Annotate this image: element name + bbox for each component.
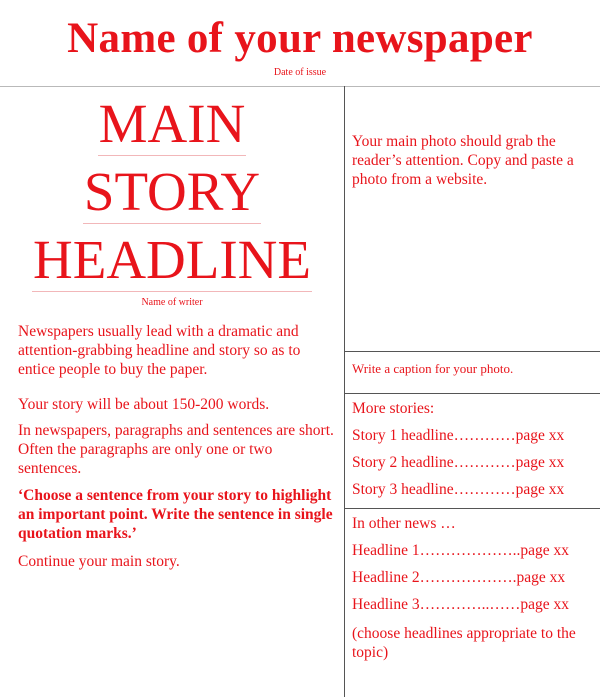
pull-quote: ‘Choose a sentence from your story to highlight an important point. Write the sentence in single quotation marks.’: [18, 487, 333, 542]
headline-line-3: [0, 228, 344, 292]
story-link-1[interactable]: Story 1 headline…………page xx: [352, 427, 565, 444]
other-news-divider: [345, 508, 600, 509]
photo-caption: Write a caption for your photo.: [352, 361, 514, 376]
headline-word: MAIN: [98, 93, 246, 154]
more-stories-heading: More stories:: [352, 400, 435, 417]
caption-divider-bottom: [345, 393, 600, 394]
headline-line-2: [0, 160, 344, 224]
story-link-3[interactable]: Story 3 headline…………page xx: [352, 481, 565, 498]
caption-divider-top: [345, 351, 600, 352]
writer-name: Name of writer: [141, 297, 203, 308]
headline-note: (choose headlines appropriate to the topic): [352, 625, 576, 661]
story-paragraph-5: Continue your main story.: [18, 553, 180, 570]
photo-placeholder: Your main photo should grab the reader’s attention. Copy and paste a photo from a website.: [352, 133, 574, 188]
headline-line-1: [0, 92, 344, 156]
story-paragraph-2: Your story will be about 150-200 words.: [18, 396, 270, 413]
newspaper-name: Name of your newspaper: [67, 15, 533, 62]
story-link-2[interactable]: Story 2 headline…………page xx: [352, 454, 565, 471]
masthead: [0, 0, 600, 87]
headline-word: STORY: [83, 161, 261, 222]
issue-date: Date of issue: [273, 67, 327, 78]
column-divider: [344, 86, 345, 697]
story-paragraph-3: In newspapers, paragraphs and sentences are short. Often the paragraphs are only one or two sentences.: [18, 422, 334, 477]
headline-link-2[interactable]: Headline 2……………….page xx: [352, 569, 566, 586]
headline-link-3[interactable]: Headline 3…………..……page xx: [352, 596, 569, 613]
headline-word: HEADLINE: [33, 229, 311, 290]
story-paragraph-1: Newspapers usually lead with a dramatic and attention-grabbing headline and story so as to entice people to buy the paper.: [18, 323, 301, 378]
headline-link-1[interactable]: Headline 1………………..page xx: [352, 542, 569, 559]
other-news-heading: In other news …: [352, 515, 456, 532]
